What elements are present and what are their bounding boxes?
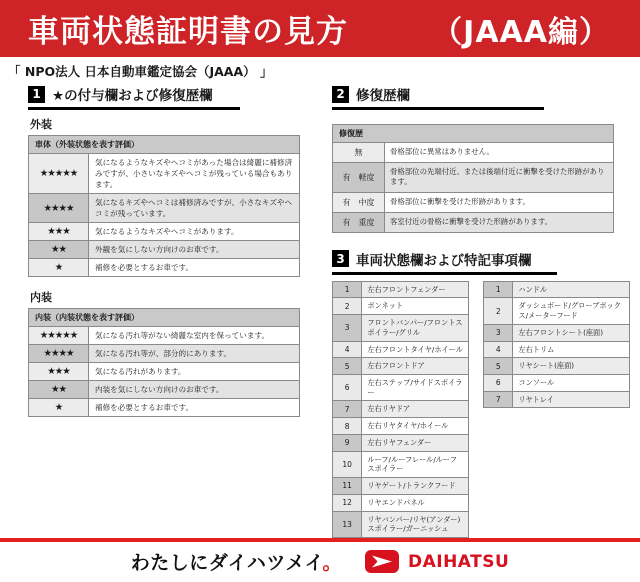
table-header-row (29, 309, 300, 327)
star-rating-cell: ★★★ (29, 223, 89, 241)
table-row (484, 375, 630, 392)
part-name-cell: リヤバンパー/リヤ(アンダー)スポイラー/ガーニッシュ (362, 511, 469, 537)
part-name-cell: リヤゲート/トランクフード (362, 478, 469, 495)
star-rating-cell: ★ (29, 399, 89, 417)
part-number-cell: 11 (333, 478, 362, 495)
table-row (333, 212, 614, 232)
slogan-period: 。 (322, 552, 342, 575)
table-row (29, 381, 300, 399)
part-number-cell: 1 (484, 281, 513, 298)
table-row (29, 259, 300, 277)
rating-desc-cell: 気になるようなキズやヘコミがあります。 (89, 223, 300, 241)
part-number-cell: 6 (484, 375, 513, 392)
repair-desc-cell: 骨格部位の先端付近、または後端付近に衝撃を受けた形跡があります。 (385, 163, 614, 193)
repair-desc-cell: 骨格部位に異常はありません。 (385, 143, 614, 163)
part-name-cell: 左右ステップ/サイドスポイラー (362, 375, 469, 401)
part-number-cell: 3 (333, 315, 362, 341)
table-row (29, 399, 300, 417)
repair-grade-cell: 有 重度 (333, 212, 385, 232)
section2-number-badge: 2 (332, 86, 349, 103)
table-row (29, 154, 300, 194)
section1-heading (28, 84, 240, 110)
part-name-cell: 左右リヤドア (362, 401, 469, 418)
part-number-cell: 1 (333, 281, 362, 298)
interior-table-header: 内装（内装状態を表す評価） (29, 309, 300, 327)
part-name-cell: コンソール (513, 375, 630, 392)
rating-desc-cell: 外観を気にしない方向けのお車です。 (89, 241, 300, 259)
interior-parts-table (483, 281, 630, 409)
exterior-parts-table (332, 281, 469, 538)
star-rating-cell: ★★★★★ (29, 327, 89, 345)
parts-tables (332, 281, 630, 538)
part-name-cell: ダッシュボード/グローブボックス/メーターフード (513, 298, 630, 324)
part-number-cell: 12 (333, 494, 362, 511)
left-column (0, 82, 318, 538)
exterior-table-header: 車体（外装状態を表す評価） (29, 136, 300, 154)
table-row (29, 363, 300, 381)
part-number-cell: 13 (333, 511, 362, 537)
part-number-cell: 4 (484, 341, 513, 358)
table-row (333, 163, 614, 193)
page-title: 車両状態証明書の見方 (28, 14, 348, 50)
exterior-rating-table (28, 135, 300, 277)
table-row (29, 223, 300, 241)
star-rating-cell: ★★★★ (29, 194, 89, 223)
part-number-cell: 5 (333, 358, 362, 375)
table-row (333, 434, 469, 451)
table-row (333, 401, 469, 418)
section2-heading (332, 84, 544, 110)
daihatsu-slogan (131, 548, 342, 575)
table-row (484, 341, 630, 358)
part-name-cell: 左右フロントドア (362, 358, 469, 375)
table-row (29, 327, 300, 345)
table-row (333, 192, 614, 212)
part-number-cell: 10 (333, 451, 362, 477)
rating-desc-cell: 気になる汚れ等が、部分的にあります。 (89, 345, 300, 363)
star-rating-cell: ★★★★★ (29, 154, 89, 194)
part-name-cell: リヤトレイ (513, 391, 630, 408)
repair-grade-cell: 無 (333, 143, 385, 163)
right-column (318, 82, 640, 538)
part-name-cell: 左右フロントタイヤ/ホイール (362, 341, 469, 358)
page-title-edition: （JAAA編） (432, 14, 610, 50)
repair-history-table (332, 124, 614, 233)
daihatsu-brand (364, 549, 509, 574)
table-row (333, 418, 469, 435)
table-row (484, 298, 630, 324)
table-row (333, 511, 469, 537)
brand-wordmark: DAIHATSU (407, 551, 510, 572)
interior-rating-table (28, 308, 300, 417)
repair-desc-cell: 骨格部位に衝撃を受けた形跡があります。 (385, 192, 614, 212)
slogan-text: わたしにダイハツメイ (130, 552, 323, 575)
part-number-cell: 3 (484, 324, 513, 341)
part-number-cell: 2 (333, 298, 362, 315)
table-row (484, 358, 630, 375)
rating-desc-cell: 気になる汚れ等がない綺麗な室内を保っています。 (89, 327, 300, 345)
section2-title: 修復歴欄 (356, 88, 410, 104)
part-name-cell: フロントバンパー/フロントスポイラー/グリル (362, 315, 469, 341)
section3-title: 車両状態欄および特記事項欄 (356, 252, 532, 269)
part-number-cell: 7 (484, 391, 513, 408)
table-row (29, 345, 300, 363)
daihatsu-logo-icon (364, 549, 400, 574)
repair-grade-cell: 有 中度 (333, 192, 385, 212)
table-row (484, 281, 630, 298)
table-row (333, 281, 469, 298)
table-row (484, 324, 630, 341)
table-row (29, 241, 300, 259)
table-row (29, 194, 300, 223)
table-row (333, 494, 469, 511)
rating-desc-cell: 気になるようなキズやヘコミがあった場合は綺麗に補修済みですが、小さいなキズやヘコミが残っている場合もあります。 (89, 154, 300, 194)
part-number-cell: 7 (333, 401, 362, 418)
part-name-cell: ハンドル (513, 281, 630, 298)
rating-desc-cell: 補修を必要とするお車です。 (89, 399, 300, 417)
star-rating-cell: ★★ (29, 241, 89, 259)
part-name-cell: 左右トリム (513, 341, 630, 358)
part-name-cell: 左右フロントフェンダー (362, 281, 469, 298)
interior-label: 内装 (30, 291, 52, 304)
section3-heading (332, 249, 557, 275)
part-name-cell: ルーフ/ルーフレール/ルーフスポイラー (362, 451, 469, 477)
table-header-row (333, 125, 614, 143)
content-columns (0, 82, 640, 538)
exterior-label: 外装 (30, 118, 52, 131)
repair-desc-cell: 客室付近の骨格に衝撃を受けた形跡があります。 (385, 212, 614, 232)
part-name-cell: ボンネット (362, 298, 469, 315)
table-row (333, 451, 469, 477)
section1-number-badge: 1 (28, 86, 45, 103)
table-row (333, 143, 614, 163)
table-row (333, 375, 469, 401)
table-header-row (29, 136, 300, 154)
rating-desc-cell: 補修を必要とするお車です。 (89, 259, 300, 277)
repair-grade-cell: 有 軽度 (333, 163, 385, 193)
part-name-cell: 左右フロントシート(座面) (513, 324, 630, 341)
star-rating-cell: ★★★★ (29, 345, 89, 363)
section3-number-badge: 3 (332, 250, 349, 267)
table-row (333, 298, 469, 315)
part-name-cell: リヤシート(座面) (513, 358, 630, 375)
repair-table-header: 修復歴 (333, 125, 614, 143)
part-number-cell: 6 (333, 375, 362, 401)
part-name-cell: 左右リヤフェンダー (362, 434, 469, 451)
part-number-cell: 5 (484, 358, 513, 375)
part-name-cell: リヤエンドパネル (362, 494, 469, 511)
footer (0, 542, 640, 582)
rating-desc-cell: 内装を気にしない方向けのお車です。 (89, 381, 300, 399)
section1-title: ★の付与欄および修復歴欄 (52, 88, 213, 104)
star-rating-cell: ★★★ (29, 363, 89, 381)
part-number-cell: 8 (333, 418, 362, 435)
table-row (333, 341, 469, 358)
part-number-cell: 4 (333, 341, 362, 358)
star-rating-cell: ★★ (29, 381, 89, 399)
part-number-cell: 9 (333, 434, 362, 451)
organization-subtitle: 「 NPO法人 日本自動車鑑定協会（JAAA） 」 (8, 64, 273, 79)
table-row (333, 315, 469, 341)
part-number-cell: 2 (484, 298, 513, 324)
part-name-cell: 左右リヤタイヤ/ホイール (362, 418, 469, 435)
table-row (484, 391, 630, 408)
table-row (333, 358, 469, 375)
rating-desc-cell: 気になる汚れがあります。 (89, 363, 300, 381)
star-rating-cell: ★ (29, 259, 89, 277)
title-banner (0, 0, 640, 57)
rating-desc-cell: 気になるキズやヘコミは補修済みですが、小さなキズやヘコミが残っています。 (89, 194, 300, 223)
table-row (333, 478, 469, 495)
